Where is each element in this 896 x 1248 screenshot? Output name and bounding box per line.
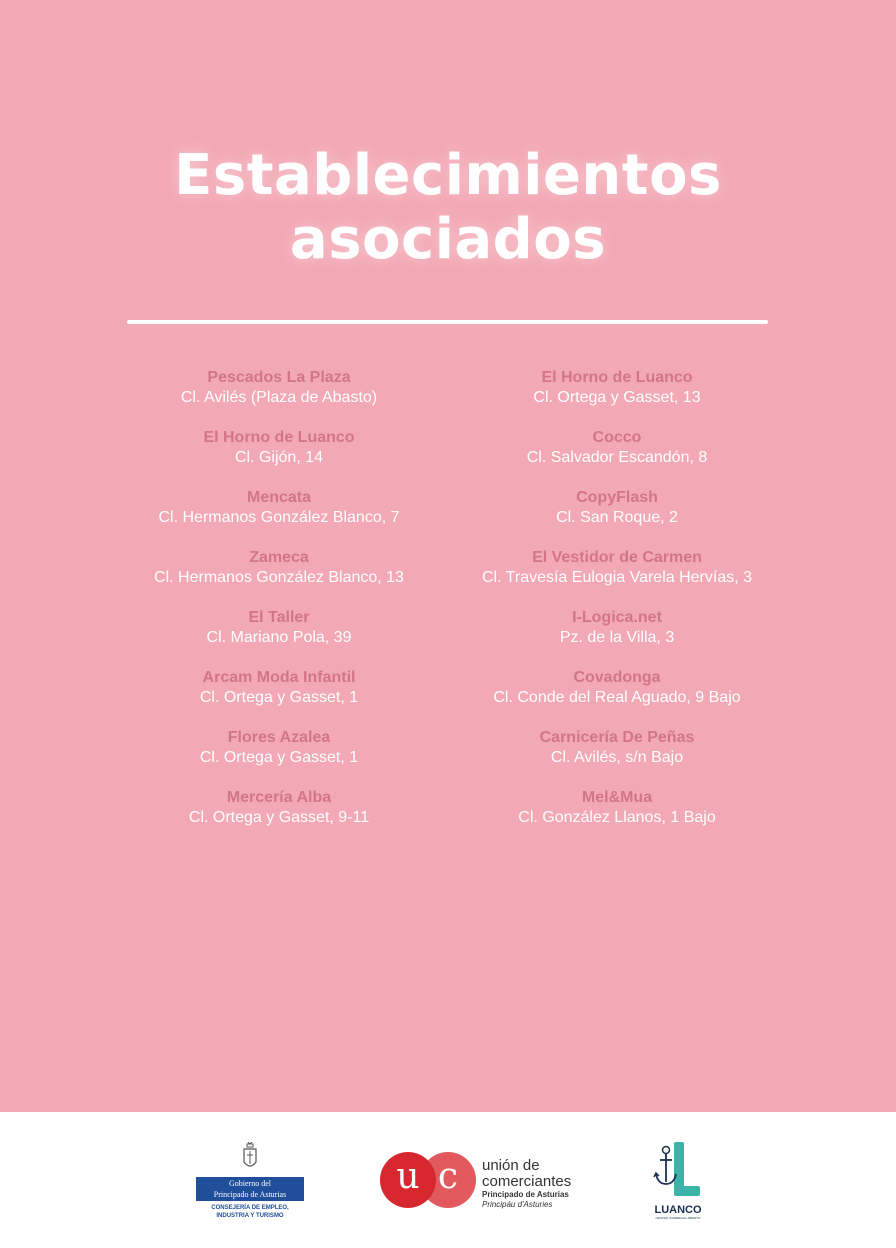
- list-item: [89, 548, 469, 608]
- store-name: Mel&Mua: [581, 789, 653, 806]
- list-item: [89, 728, 469, 788]
- uc-circle-u: u: [380, 1152, 436, 1208]
- store-name: Carnicería De Peñas: [539, 729, 695, 746]
- store-name: Zameca: [249, 549, 309, 566]
- store-name: Pescados La Plaza: [207, 369, 351, 386]
- luanco-logo: [652, 1140, 704, 1220]
- luanco-wordmark: LUANCO: [654, 1204, 702, 1216]
- store-address: Cl. González Llanos, 1 Bajo: [518, 809, 716, 826]
- store-name: CopyFlash: [576, 489, 658, 506]
- list-item: [89, 368, 469, 428]
- list-item: [89, 668, 469, 728]
- list-item: [427, 608, 807, 668]
- store-address: Cl. Hermanos González Blanco, 7: [158, 509, 400, 526]
- list-item: [427, 728, 807, 788]
- store-name: I-Logica.net: [572, 609, 662, 626]
- uc-line-1: unión de: [482, 1157, 540, 1174]
- uc-line-3: Principado de Asturias: [482, 1190, 569, 1199]
- title-line-2: asociados: [289, 207, 607, 272]
- store-address: Cl. Ortega y Gasset, 1: [199, 689, 359, 706]
- right-column: [427, 368, 807, 848]
- store-name: Cocco: [592, 429, 642, 446]
- left-column: [89, 368, 469, 848]
- store-name: Arcam Moda Infantil: [202, 669, 356, 686]
- union-comerciantes-logo: [380, 1152, 600, 1208]
- store-name: Flores Azalea: [227, 729, 331, 746]
- store-address: Cl. Hermanos González Blanco, 13: [154, 569, 404, 586]
- store-address: Cl. San Roque, 2: [556, 509, 678, 526]
- store-address: Cl. Ortega y Gasset, 1: [199, 749, 359, 766]
- store-name: Covadonga: [573, 669, 661, 686]
- gobierno-sub-1: CONSEJERÍA DE EMPLEO,: [211, 1205, 289, 1211]
- uc-line-2: comerciantes: [482, 1173, 572, 1190]
- title-line-1: Establecimientos: [174, 143, 722, 208]
- list-item: [427, 428, 807, 488]
- gobierno-sub-2: INDUSTRIA Y TURISMO: [216, 1213, 284, 1219]
- store-address: Cl. Avilés (Plaza de Abasto): [180, 389, 378, 406]
- list-item: [427, 668, 807, 728]
- page-title: [0, 144, 896, 272]
- gobierno-line-2: Principado de Asturias: [213, 1190, 287, 1199]
- store-name: El Taller: [248, 609, 310, 626]
- uc-wordmark: [482, 1158, 571, 1210]
- store-address: Cl. Ortega y Gasset, 13: [533, 389, 701, 406]
- list-item: [89, 488, 469, 548]
- list-item: [89, 788, 469, 848]
- gobierno-asturias-logo: [196, 1142, 306, 1222]
- store-address: Cl. Gijón, 14: [234, 449, 324, 466]
- sponsor-footer: [0, 1112, 896, 1248]
- store-name: Mercería Alba: [226, 789, 332, 806]
- title-divider: [127, 320, 768, 324]
- list-item: [427, 488, 807, 548]
- uc-circle-c: c: [420, 1152, 476, 1208]
- store-name: El Horno de Luanco: [541, 369, 693, 386]
- store-name: El Horno de Luanco: [203, 429, 355, 446]
- list-item: [427, 548, 807, 608]
- crest-icon: [243, 1142, 257, 1172]
- list-item: [427, 788, 807, 848]
- luanco-anchor-icon: [652, 1140, 704, 1204]
- store-address: Pz. de la Villa, 3: [559, 629, 675, 646]
- store-address: Cl. Conde del Real Aguado, 9 Bajo: [493, 689, 741, 706]
- list-item: [427, 368, 807, 428]
- store-address: Cl. Ortega y Gasset, 9-11: [188, 809, 370, 826]
- store-address: Cl. Travesía Eulogia Varela Hervías, 3: [481, 569, 753, 586]
- uc-line-4: Principáu d'Asturies: [482, 1200, 553, 1209]
- gobierno-line-1: Gobierno del: [229, 1179, 271, 1188]
- gobierno-band: [196, 1177, 304, 1201]
- luanco-subtitle: CENTRO COMERCIAL ABIERTO: [655, 1216, 701, 1220]
- gobierno-department: [196, 1204, 304, 1220]
- list-item: [89, 608, 469, 668]
- store-address: Cl. Mariano Pola, 39: [206, 629, 352, 646]
- store-name: Mencata: [246, 489, 312, 506]
- store-name: El Vestidor de Carmen: [532, 549, 702, 566]
- store-address: Cl. Avilés, s/n Bajo: [550, 749, 684, 766]
- list-item: [89, 428, 469, 488]
- store-address: Cl. Salvador Escandón, 8: [526, 449, 708, 466]
